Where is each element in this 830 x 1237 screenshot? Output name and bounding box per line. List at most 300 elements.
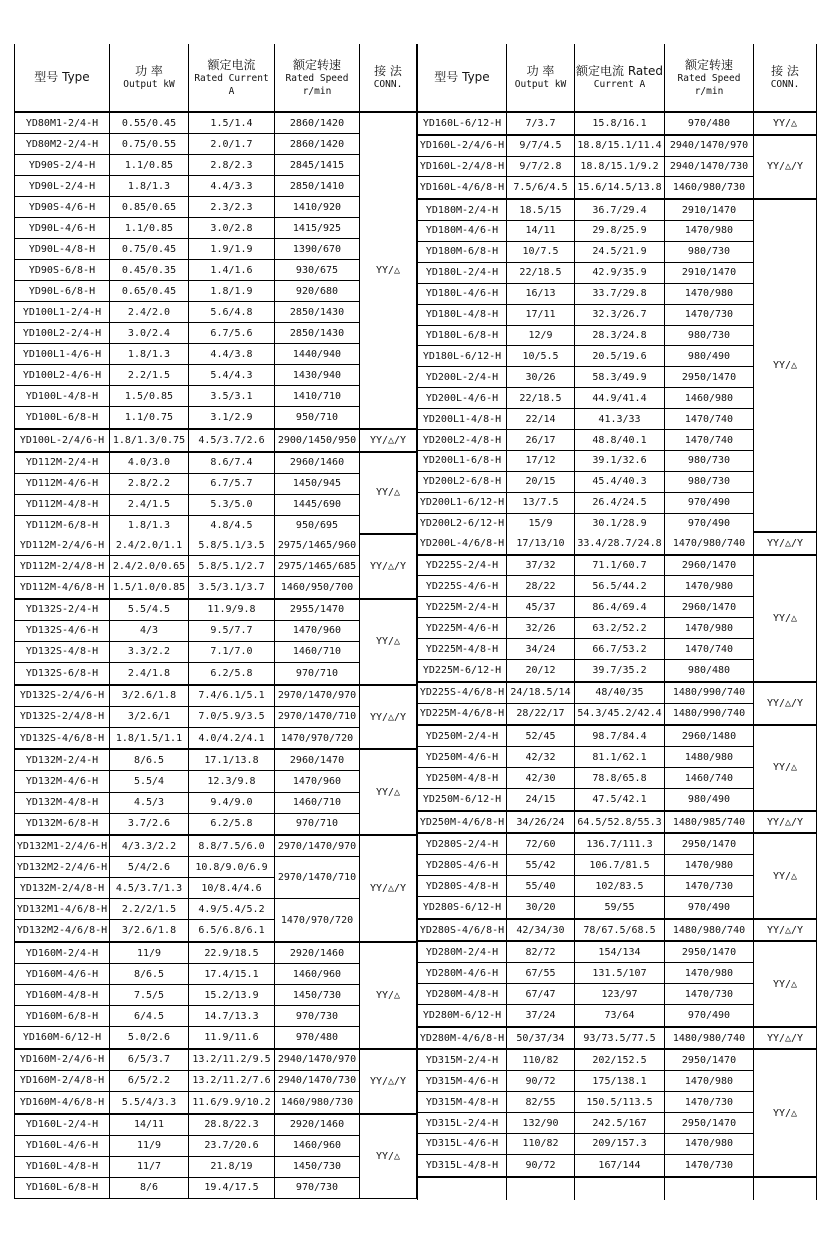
header-line: CONN.: [373, 79, 403, 91]
cell-type: YD132M-6/8-H: [14, 814, 110, 837]
right-spec-table: [417, 44, 817, 1200]
cell-type: YD160L-4/6-H: [14, 1136, 110, 1157]
cell-output-kw: 1.8/1.5/1.1: [110, 728, 189, 751]
col-header-conn: [754, 44, 817, 113]
cell-output-kw: 20/15: [507, 472, 575, 493]
cell-rated-speed: 2940/1470/730: [275, 1071, 360, 1092]
cell-output-kw: 42/30: [507, 768, 575, 789]
cell-rated-speed: 1470/970/720: [275, 728, 360, 751]
cell-output-kw: 7/3.7: [507, 113, 575, 136]
cell-output-kw: 110/82: [507, 1134, 575, 1155]
header-line: Output kW: [514, 79, 567, 91]
cell-rated-speed: 1460/740: [665, 768, 754, 789]
cell-conn: YY/△: [754, 113, 817, 136]
cell-type: YD160M-2/4-H: [14, 943, 110, 964]
cell-rated-speed: 980/490: [665, 789, 754, 812]
table-row: [14, 728, 417, 751]
cell-output-kw: 30/20: [507, 897, 575, 920]
header-line: 功 率: [135, 64, 163, 79]
cell-rated-current: 86.4/69.4: [575, 597, 665, 618]
cell-type: YD160L-4/8-H: [14, 1157, 110, 1178]
table-row: [14, 197, 417, 218]
cell-rated-speed: 1470/980/740: [665, 533, 754, 556]
cell-type: YD90L-6/8-H: [14, 281, 110, 302]
header-line: Rated Current: [194, 73, 269, 85]
cell-type: YD180M-4/6-H: [417, 221, 507, 242]
cell-rated-speed: 980/480: [665, 660, 754, 683]
cell-output-kw: 132/90: [507, 1113, 575, 1134]
table-row: [417, 812, 817, 835]
cell-type: YD160L-4/6/8-H: [417, 177, 507, 200]
cell-conn: YY/△/Y: [754, 812, 817, 835]
cell-rated-current: 18.8/15.1/11.4: [575, 136, 665, 157]
cell-rated-current: 44.9/41.4: [575, 388, 665, 409]
cell-rated-speed: 2960/1480: [665, 726, 754, 747]
cell-conn: YY/△: [754, 200, 817, 533]
cell-rated-speed: 1460/980/730: [665, 177, 754, 200]
cell-output-kw: 1.8/1.3: [110, 176, 189, 197]
cell-rated-current: 33.4/28.7/24.8: [575, 533, 665, 556]
cell-conn: YY/△/Y: [360, 1050, 417, 1115]
cell-output-kw: 10/7.5: [507, 242, 575, 263]
cell-conn: YY/△: [754, 834, 817, 919]
cell-rated-current: 21.8/19: [189, 1157, 275, 1178]
cell-rated-current: 167/144: [575, 1155, 665, 1178]
cell-output-kw: 18.5/15: [507, 200, 575, 221]
table-row: [14, 113, 417, 134]
col-header-rated-speed: [275, 44, 360, 113]
cell-output-kw: 9/7/4.5: [507, 136, 575, 157]
cell-rated-speed: 2950/1470: [665, 1050, 754, 1071]
cell-type: YD200L1-6/8-H: [417, 451, 507, 472]
cell-type: YD132M-4/6-H: [14, 771, 110, 792]
cell-type: YD180L-2/4-H: [417, 263, 507, 284]
cell-rated-speed: 1460/960: [275, 964, 360, 985]
cell-rated-current: 56.5/44.2: [575, 576, 665, 597]
cell-rated-speed: 2940/1470/970: [665, 136, 754, 157]
cell-output-kw: 82/72: [507, 942, 575, 963]
cell-rated-speed: 980/730: [665, 242, 754, 263]
header-line: 型号 Type: [34, 70, 90, 85]
cell-type: YD160L-2/4-H: [14, 1115, 110, 1136]
cell-output-kw: 90/72: [507, 1071, 575, 1092]
cell-output-kw: 1.5/1.0/0.85: [110, 577, 189, 600]
cell-type: YD315M-4/8-H: [417, 1092, 507, 1113]
table-row: [14, 943, 417, 964]
cell-type: YD90L-4/6-H: [14, 218, 110, 239]
header-line: r/min: [302, 85, 332, 97]
cell-conn: YY/△: [754, 556, 817, 683]
cell-output-kw: 2.4/1.5: [110, 495, 189, 516]
cell-output-kw: 1.8/1.3: [110, 516, 189, 535]
cell-rated-speed: 1470/980: [665, 1134, 754, 1155]
cell-output-kw: 11/9: [110, 943, 189, 964]
cell-rated-current: 242.5/167: [575, 1113, 665, 1134]
cell-rated-current: 10.8/9.0/6.9: [189, 857, 275, 878]
cell-rated-current: 93/73.5/77.5: [575, 1028, 665, 1051]
cell-rated-speed: 2950/1470: [665, 834, 754, 855]
cell-conn: YY/△: [360, 1115, 417, 1199]
cell-type: YD100L1-2/4-H: [14, 302, 110, 323]
cell-type: YD225S-2/4-H: [417, 556, 507, 577]
cell-type: YD200L2-6/8-H: [417, 472, 507, 493]
cell-rated-current: 6.7/5.7: [189, 474, 275, 495]
col-header-rated-speed: [665, 44, 754, 113]
cell-type: YD160L-6/8-H: [14, 1178, 110, 1199]
cell-rated-current: 6.5/6.8/6.1: [189, 920, 275, 943]
cell-type: YD250M-6/12-H: [417, 789, 507, 812]
cell-type: YD112M-6/8-H: [14, 516, 110, 535]
cell-type: YD225M-2/4-H: [417, 597, 507, 618]
cell-output-kw: 3/2.6/1.8: [110, 920, 189, 943]
cell-output-kw: 55/42: [507, 855, 575, 876]
cell-output-kw: 22/18.5: [507, 263, 575, 284]
cell-rated-speed: 2960/1470: [665, 556, 754, 577]
cell-rated-speed: 1470/980: [665, 963, 754, 984]
cell-rated-speed: 1470/740: [665, 430, 754, 451]
cell-type: YD280M-4/6-H: [417, 963, 507, 984]
cell-rated-speed: 1450/730: [275, 1157, 360, 1178]
cell-rated-current: 78.8/65.8: [575, 768, 665, 789]
cell-rated-speed: 2960/1470: [275, 750, 360, 771]
cell-output-kw: 3.3/2.2: [110, 642, 189, 663]
cell-type: YD80M1-2/4-H: [14, 113, 110, 134]
cell-output-kw: 0.55/0.45: [110, 113, 189, 134]
table-row: [14, 600, 417, 621]
cell-type: YD180L-6/8-H: [417, 326, 507, 347]
cell-rated-current: 29.8/25.9: [575, 221, 665, 242]
cell-type: YD132S-2/4/6-H: [14, 686, 110, 707]
cell-rated-speed: 2940/1470/970: [275, 1050, 360, 1071]
cell-conn: YY/△: [360, 750, 417, 836]
cell-rated-current: 24.5/21.9: [575, 242, 665, 263]
cell-output-kw: 55/40: [507, 876, 575, 897]
cell-rated-current: 3.1/2.9: [189, 407, 275, 430]
cell-rated-speed: 1470/730: [665, 1092, 754, 1113]
cell-rated-current: 12.3/9.8: [189, 771, 275, 792]
cell-rated-speed: 1470/740: [665, 639, 754, 660]
cell-rated-speed: 980/730: [665, 451, 754, 472]
cell-type: YD160M-4/8-H: [14, 985, 110, 1006]
table-row: [14, 365, 417, 386]
cell-rated-current: 6.2/5.8: [189, 663, 275, 686]
table-row: [14, 793, 417, 814]
cell-conn: YY/△/Y: [754, 683, 817, 727]
table-row: [14, 857, 417, 878]
cell-rated-speed: 2910/1470: [665, 200, 754, 221]
cell-output-kw: 82/55: [507, 1092, 575, 1113]
cell-type: YD100L2-4/6-H: [14, 365, 110, 386]
cell-output-kw: 0.85/0.65: [110, 197, 189, 218]
cell-type: YD180L-6/12-H: [417, 346, 507, 367]
table-row: [14, 453, 417, 474]
cell-rated-speed: 970/730: [275, 1006, 360, 1027]
table-row: [14, 1092, 417, 1115]
cell-type: YD315M-4/6-H: [417, 1071, 507, 1092]
cell-rated-speed: 1450/730: [275, 985, 360, 1006]
cell-type: YD225S-4/6-H: [417, 576, 507, 597]
cell-rated-speed: 1470/960: [275, 621, 360, 642]
cell-type: YD90L-2/4-H: [14, 176, 110, 197]
table-row: [417, 1050, 817, 1071]
cell-rated-current: 102/83.5: [575, 876, 665, 897]
table-row: [14, 1157, 417, 1178]
cell-type: YD200L-4/6-H: [417, 388, 507, 409]
cell-type: YD200L1-6/12-H: [417, 493, 507, 514]
cell-type: YD315L-4/6-H: [417, 1134, 507, 1155]
cell-rated-current: 150.5/113.5: [575, 1092, 665, 1113]
cell-output-kw: 13/7.5: [507, 493, 575, 514]
cell-output-kw: 34/26/24: [507, 812, 575, 835]
cell-type: YD160M-4/6-H: [14, 964, 110, 985]
table-row: [417, 1028, 817, 1051]
cell-rated-speed: 2975/1465/960: [275, 535, 360, 556]
cell-rated-speed: 1430/940: [275, 365, 360, 386]
cell-rated-speed: 1480/990/740: [665, 704, 754, 727]
cell-rated-current: 123/97: [575, 984, 665, 1005]
cell-rated-current: 7.1/7.0: [189, 642, 275, 663]
cell-output-kw: 1.1/0.85: [110, 218, 189, 239]
cell-rated-speed: 1470/960: [275, 771, 360, 792]
cell-rated-current: 6.2/5.8: [189, 814, 275, 837]
cell-output-kw: 1.5/0.85: [110, 386, 189, 407]
cell-output-kw: 24/18.5/14: [507, 683, 575, 704]
cell-rated-speed: 1460/950/700: [275, 577, 360, 600]
cell-rated-current: 33.7/29.8: [575, 284, 665, 305]
table-row: [14, 663, 417, 686]
cell-rated-current: 71.1/60.7: [575, 556, 665, 577]
cell-rated-current: 3.5/3.1: [189, 386, 275, 407]
cell-rated-speed: 970/480: [665, 113, 754, 136]
cell-rated-current: 5.8/5.1/3.5: [189, 535, 275, 556]
cell-rated-current: 5.3/5.0: [189, 495, 275, 516]
table-row: [14, 621, 417, 642]
cell-conn: YY/△: [360, 943, 417, 1050]
table-row: [14, 750, 417, 771]
table-row: [417, 683, 817, 704]
cell-output-kw: 2.4/2.0/1.1: [110, 535, 189, 556]
cell-type: YD132M2-4/6/8-H: [14, 920, 110, 943]
cell-rated-speed: 2970/1470/710: [275, 707, 360, 728]
cell-output-kw: 5.5/4/3.3: [110, 1092, 189, 1115]
cell-rated-speed: 1460/980/730: [275, 1092, 360, 1115]
cell-type: YD100L-6/8-H: [14, 407, 110, 430]
cell-output-kw: 17/13/10: [507, 533, 575, 556]
cell-type: YD200L-2/4-H: [417, 367, 507, 388]
cell-type: YD225M-4/6-H: [417, 618, 507, 639]
cell-type: YD132M-2/4-H: [14, 750, 110, 771]
cell-type: YD112M-2/4-H: [14, 453, 110, 474]
cell-type: YD100L-4/8-H: [14, 386, 110, 407]
cell-rated-speed: 1460/960: [275, 1136, 360, 1157]
cell-rated-speed: 970/490: [665, 493, 754, 514]
cell-output-kw: 16/13: [507, 284, 575, 305]
cell-rated-speed: 2950/1470: [665, 367, 754, 388]
cell-type: YD180M-6/8-H: [417, 242, 507, 263]
cell-output-kw: 2.2/2/1.5: [110, 899, 189, 920]
table-row: [14, 1136, 417, 1157]
table-row: [14, 964, 417, 985]
cell-output-kw: 8/6: [110, 1178, 189, 1199]
table-row: [14, 495, 417, 516]
cell-type: YD80M2-2/4-H: [14, 134, 110, 155]
cell-output-kw: 28/22: [507, 576, 575, 597]
cell-rated-current: 22.9/18.5: [189, 943, 275, 964]
cell-rated-speed: 1410/920: [275, 197, 360, 218]
cell-type: YD100L1-4/6-H: [14, 344, 110, 365]
cell-rated-current: 11.9/9.8: [189, 600, 275, 621]
cell-rated-speed: 2960/1470: [665, 597, 754, 618]
cell-output-kw: 2.8/2.2: [110, 474, 189, 495]
header-line: 接 法: [374, 64, 402, 79]
cell-output-kw: 4.0/3.0: [110, 453, 189, 474]
cell-output-kw: 37/32: [507, 556, 575, 577]
cell-output-kw: 3.7/2.6: [110, 814, 189, 837]
cell-conn: YY/△: [754, 1050, 817, 1178]
cell-type: YD315M-2/4-H: [417, 1050, 507, 1071]
cell-output-kw: 1.1/0.85: [110, 155, 189, 176]
cell-conn: YY/△/Y: [754, 533, 817, 556]
cell-rated-speed: 2910/1470: [665, 263, 754, 284]
cell-rated-current: 45.4/40.3: [575, 472, 665, 493]
cell-output-kw: 0.75/0.45: [110, 239, 189, 260]
cell-type: YD132S-2/4-H: [14, 600, 110, 621]
cell-rated-speed: 980/730: [665, 326, 754, 347]
cell-rated-current: 11.9/11.6: [189, 1027, 275, 1050]
cell-rated-current: 42.9/35.9: [575, 263, 665, 284]
cell-type: YD280S-4/6/8-H: [417, 920, 507, 943]
cell-type: YD200L-4/6/8-H: [417, 533, 507, 556]
cell-rated-speed: 2850/1430: [275, 302, 360, 323]
table-row: [14, 516, 417, 535]
table-row: [14, 430, 417, 453]
cell-output-kw: 3/2.6/1.8: [110, 686, 189, 707]
cell-rated-speed: 1470/980: [665, 576, 754, 597]
cell-type: YD315L-2/4-H: [417, 1113, 507, 1134]
cell-type: YD90S-4/6-H: [14, 197, 110, 218]
cell-rated-current: 209/157.3: [575, 1134, 665, 1155]
cell-type: YD100L2-2/4-H: [14, 323, 110, 344]
header-row: [14, 44, 417, 113]
header-line: 额定电流 Rated: [576, 64, 663, 79]
cell-output-kw: 5.0/2.6: [110, 1027, 189, 1050]
cell-rated-speed: 2860/1420: [275, 113, 360, 134]
table-row: [417, 920, 817, 943]
cell-rated-speed: 920/680: [275, 281, 360, 302]
cell-type: YD225M-4/8-H: [417, 639, 507, 660]
cell-rated-speed: 2860/1420: [275, 134, 360, 155]
cell-rated-speed: 970/730: [275, 1178, 360, 1199]
cell-rated-current: 15.8/16.1: [575, 113, 665, 136]
cell-rated-current: 20.5/19.6: [575, 346, 665, 367]
cell-output-kw: 24/15: [507, 789, 575, 812]
cell-rated-speed: 2960/1460: [275, 453, 360, 474]
col-header-conn: [360, 44, 417, 113]
cell-output-kw: 4.5/3: [110, 793, 189, 814]
cell-rated-speed: 970/710: [275, 814, 360, 837]
cell-rated-speed: 2970/1470/970: [275, 686, 360, 707]
table-row: [14, 642, 417, 663]
cell-type: YD132M1-2/4/6-H: [14, 836, 110, 857]
cell-output-kw: 52/45: [507, 726, 575, 747]
cell-rated-speed: 930/675: [275, 260, 360, 281]
cell-type: YD250M-2/4-H: [417, 726, 507, 747]
header-line: 型号 Type: [434, 70, 490, 85]
cell-output-kw: 1.1/0.75: [110, 407, 189, 430]
cell-type: YD132S-2/4/8-H: [14, 707, 110, 728]
cell-output-kw: 11/7: [110, 1157, 189, 1178]
cell-rated-speed: 1480/980/740: [665, 920, 754, 943]
cell-rated-current: 7.0/5.9/3.5: [189, 707, 275, 728]
col-header-output-kw: [110, 44, 189, 113]
cell-rated-speed: 2950/1470: [665, 942, 754, 963]
table-row: [417, 136, 817, 157]
cell-type: YD160L-6/12-H: [417, 113, 507, 136]
cell-rated-speed: 1470/730: [665, 305, 754, 326]
cell-type: YD112M-4/6-H: [14, 474, 110, 495]
cell-output-kw: 2.4/1.8: [110, 663, 189, 686]
cell-rated-current: 10/8.4/4.6: [189, 878, 275, 899]
cell-rated-speed: 1480/985/740: [665, 812, 754, 835]
motor-spec-table-right: [417, 44, 817, 1200]
cell-rated-current: 11.6/9.9/10.2: [189, 1092, 275, 1115]
table-row: [14, 771, 417, 792]
cell-output-kw: 5/4/2.6: [110, 857, 189, 878]
cell-output-kw: 2.4/2.0/0.65: [110, 556, 189, 577]
cell-type: YD132S-4/6-H: [14, 621, 110, 642]
cell-rated-current: 1.8/1.9: [189, 281, 275, 302]
cell-rated-speed: 1470/730: [665, 876, 754, 897]
cell-rated-current: 2.0/1.7: [189, 134, 275, 155]
cell-rated-speed: 1470/980: [665, 855, 754, 876]
cell-rated-speed: 950/695: [275, 516, 360, 535]
table-row: [14, 1050, 417, 1071]
cell-rated-current: 41.3/33: [575, 409, 665, 430]
table-row: [14, 556, 417, 577]
cell-type: YD280M-4/6/8-H: [417, 1028, 507, 1051]
col-header-type: [14, 44, 110, 113]
table-row: [14, 836, 417, 857]
cell-output-kw: 0.45/0.35: [110, 260, 189, 281]
cell-output-kw: 90/72: [507, 1155, 575, 1178]
cell-rated-current: 18.8/15.1/9.2: [575, 157, 665, 178]
cell-output-kw: 14/11: [110, 1115, 189, 1136]
table-row: [14, 1006, 417, 1027]
cell-output-kw: 5.5/4: [110, 771, 189, 792]
cell-type: YD112M-4/6/8-H: [14, 577, 110, 600]
table-row: [417, 533, 817, 556]
cell-rated-speed: 1470/970/720: [275, 899, 360, 943]
cell-rated-current: [575, 1178, 665, 1200]
cell-output-kw: 32/26: [507, 618, 575, 639]
cell-output-kw: 34/24: [507, 639, 575, 660]
cell-type: YD160M-6/12-H: [14, 1027, 110, 1050]
cell-rated-current: 26.4/24.5: [575, 493, 665, 514]
cell-rated-speed: 1470/740: [665, 409, 754, 430]
col-header-type: [417, 44, 507, 113]
cell-rated-current: 98.7/84.4: [575, 726, 665, 747]
cell-conn: YY/△/Y: [360, 836, 417, 943]
cell-type: YD160M-6/8-H: [14, 1006, 110, 1027]
cell-rated-speed: 1480/980: [665, 747, 754, 768]
cell-rated-speed: 1460/980: [665, 388, 754, 409]
header-line: Current A: [593, 79, 646, 91]
cell-rated-current: 58.3/49.9: [575, 367, 665, 388]
cell-type: YD180L-4/6-H: [417, 284, 507, 305]
cell-type: YD160L-2/4/8-H: [417, 157, 507, 178]
cell-output-kw: 9/7/2.8: [507, 157, 575, 178]
header-line: 额定电流: [207, 58, 256, 73]
